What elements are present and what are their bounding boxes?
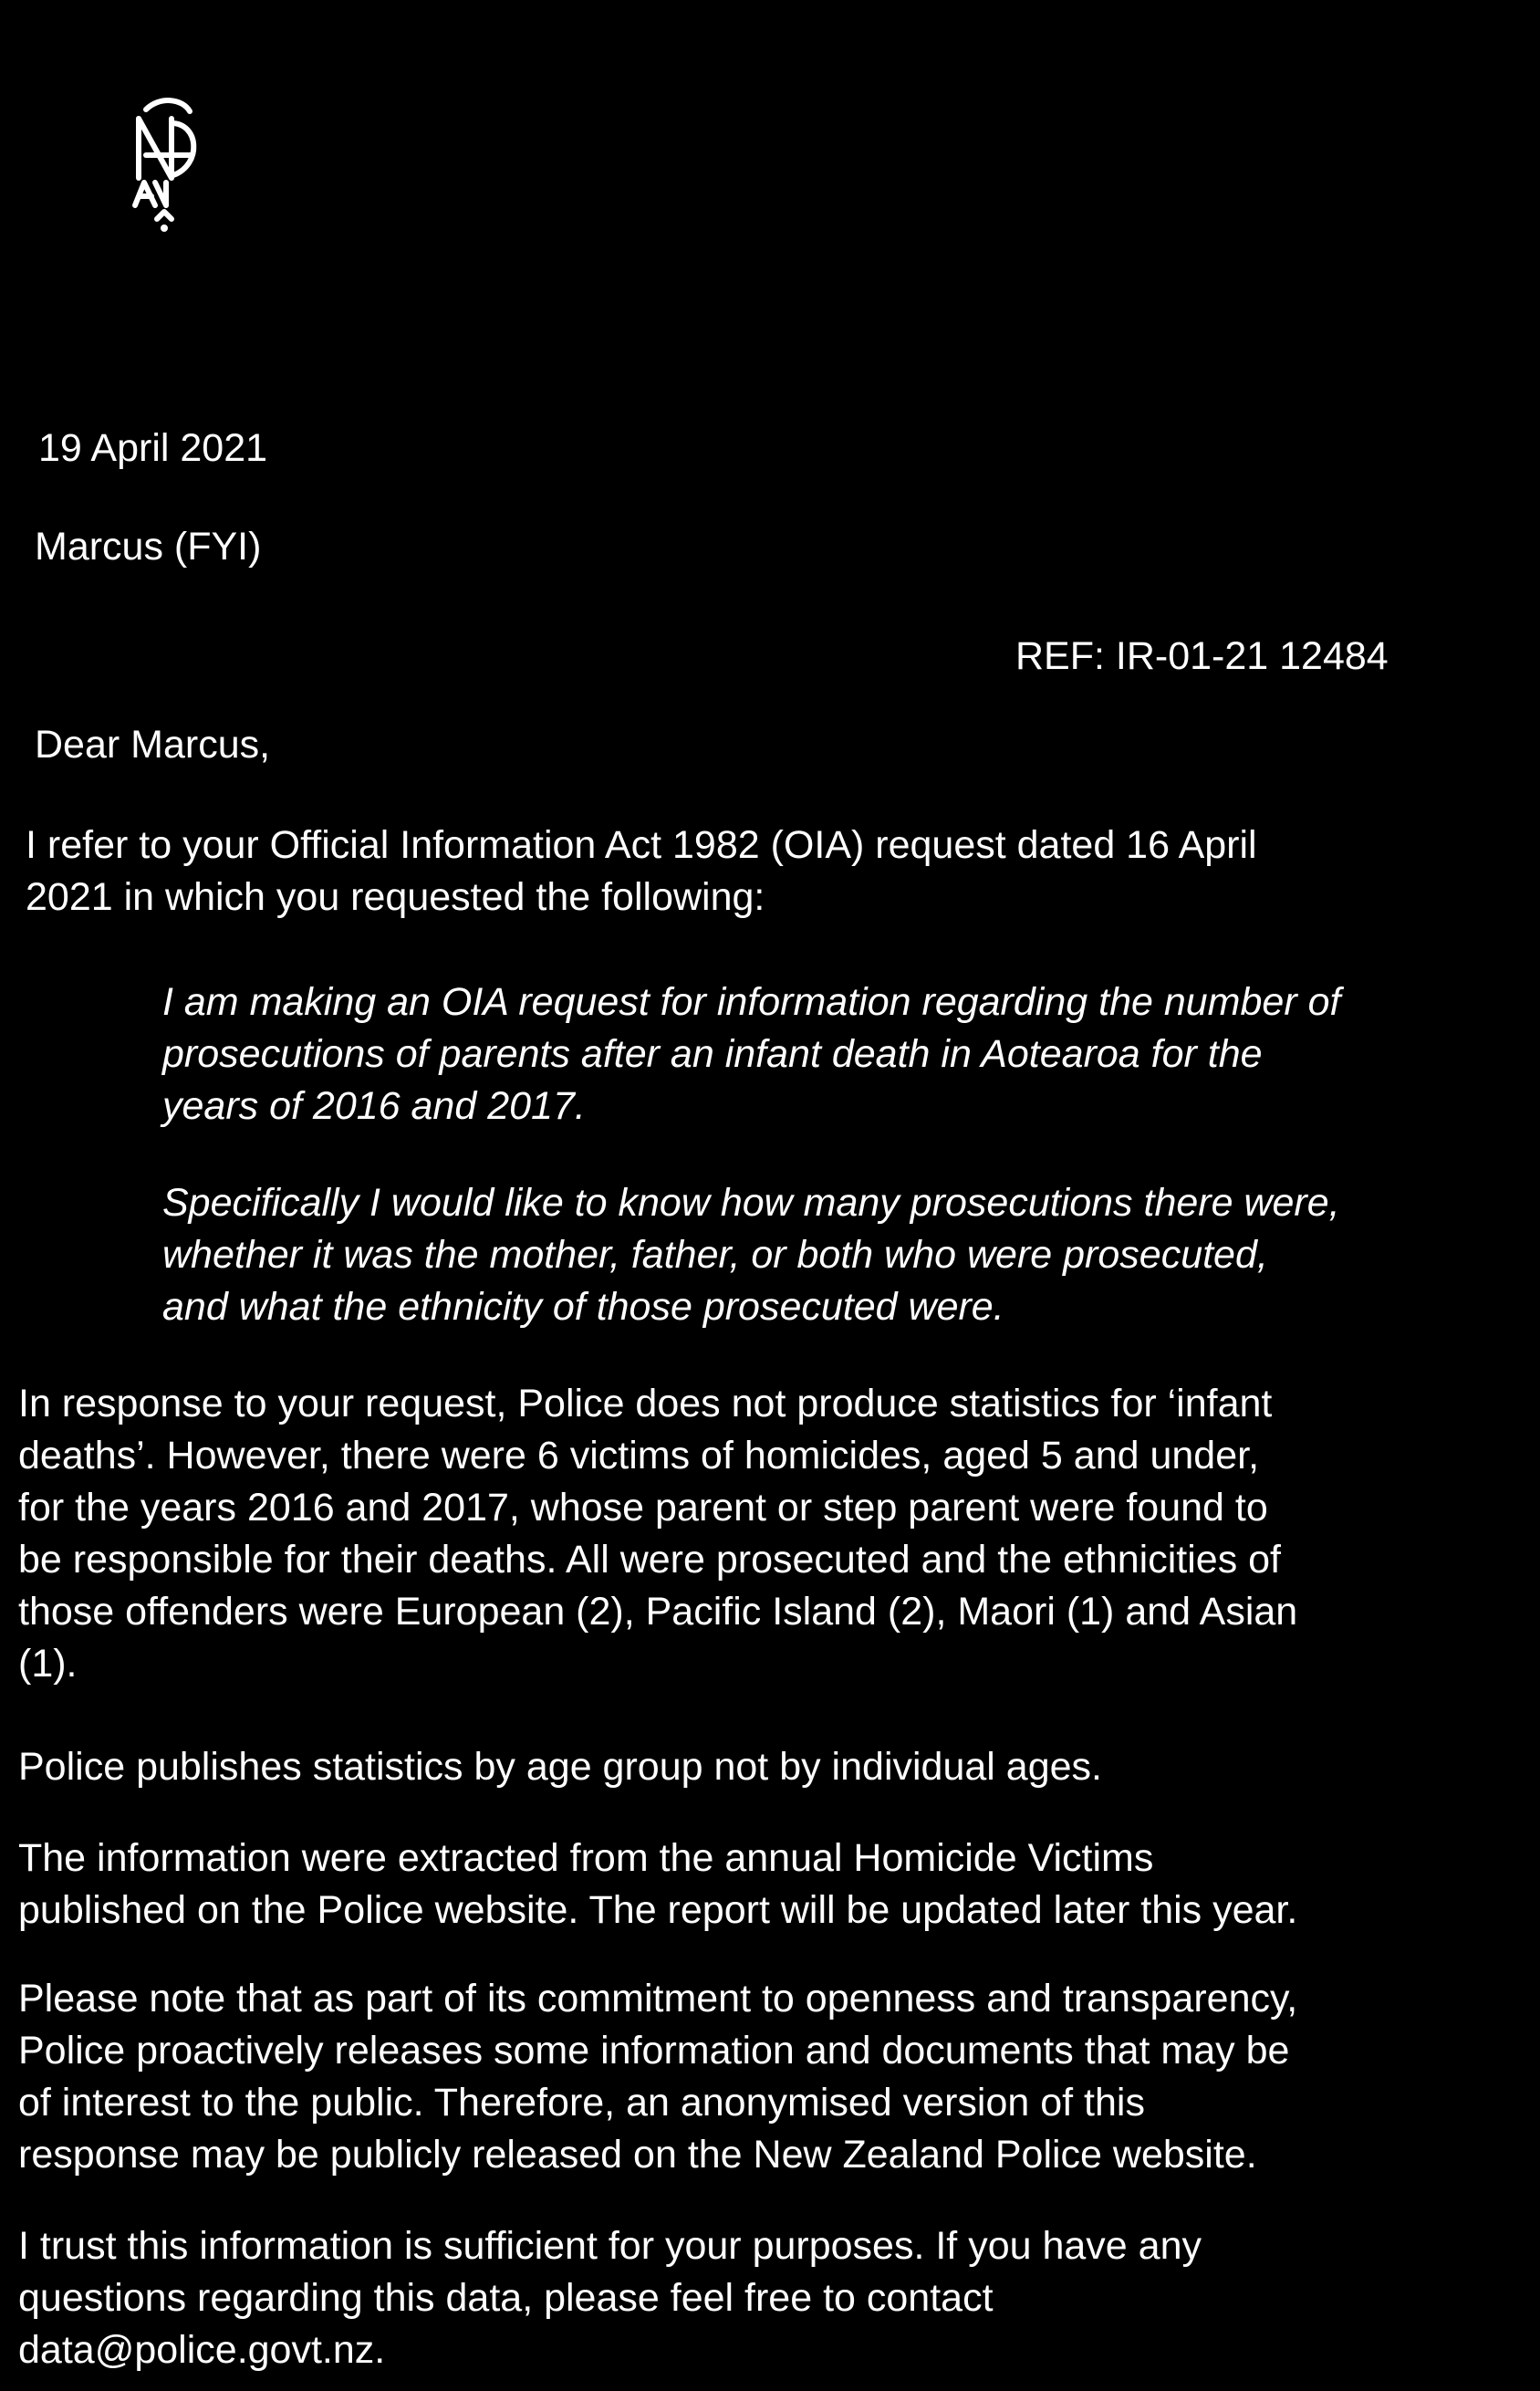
salutation: Dear Marcus, xyxy=(35,723,271,767)
recipient-name: Marcus (FYI) xyxy=(35,525,262,569)
text-line: The information were extracted from the annual Homicide Victims xyxy=(18,1836,1154,1880)
text-line: those offenders were European (2), Pacific Island (2), Maori (1) and Asian xyxy=(18,1590,1298,1634)
text-line: Police proactively releases some information and documents that may be xyxy=(18,2029,1290,2073)
text-line: I refer to your Official Information Act 1982 (OIA) request dated 16 April xyxy=(26,823,1257,867)
text-line: whether it was the mother, father, or both who were prosecuted, xyxy=(162,1233,1268,1277)
closing-paragraph xyxy=(18,2220,1524,2376)
contact-email-line: data@police.govt.nz. xyxy=(18,2328,386,2372)
text-line: and what the ethnicity of those prosecuted were. xyxy=(162,1285,1004,1329)
text-line: Specifically I would like to know how many prosecutions there were, xyxy=(162,1181,1340,1225)
text-line: be responsible for their deaths. All were prosecuted and the ethnicities of xyxy=(18,1538,1281,1582)
source-paragraph xyxy=(18,1832,1524,1937)
text-line: 2021 in which you requested the following: xyxy=(26,875,765,919)
text-line: years of 2016 and 2017. xyxy=(162,1084,586,1128)
text-line: response may be publicly released on the New Zealand Police website. xyxy=(18,2133,1257,2177)
text-line: for the years 2016 and 2017, whose parent or step parent were found to xyxy=(18,1486,1268,1530)
quoted-request-part-1 xyxy=(162,976,1522,1133)
text-line: (1). xyxy=(18,1642,78,1686)
text-line: of interest to the public. Therefore, an anonymised version of this xyxy=(18,2081,1145,2125)
text-line: published on the Police website. The report will be updated later this year. xyxy=(18,1888,1298,1932)
text-line: Please note that as part of its commitment to openness and transparency, xyxy=(18,1977,1298,2020)
openness-paragraph xyxy=(18,1973,1524,2181)
text-line: In response to your request, Police does not produce statistics for ‘infant xyxy=(18,1382,1273,1425)
age-group-paragraph xyxy=(18,1741,1524,1793)
nz-crest-logo xyxy=(119,91,210,237)
text-line: prosecutions of parents after an infant death in Aotearoa for the xyxy=(162,1032,1263,1076)
response-paragraph xyxy=(18,1378,1524,1690)
text-line: I am making an OIA request for information regarding the number of xyxy=(162,980,1341,1024)
text-line: questions regarding this data, please feel free to contact xyxy=(18,2276,994,2320)
reference-number: REF: IR-01-21 12484 xyxy=(1015,634,1389,678)
text-line: I trust this information is sufficient for your purposes. If you have any xyxy=(18,2224,1202,2268)
text-line: deaths’. However, there were 6 victims of homicides, aged 5 and under, xyxy=(18,1434,1260,1477)
quoted-request-part-2 xyxy=(162,1177,1522,1333)
intro-paragraph xyxy=(26,820,1531,924)
text-line: Police publishes statistics by age group not by individual ages. xyxy=(18,1745,1102,1789)
letter-date: 19 April 2021 xyxy=(38,426,268,470)
